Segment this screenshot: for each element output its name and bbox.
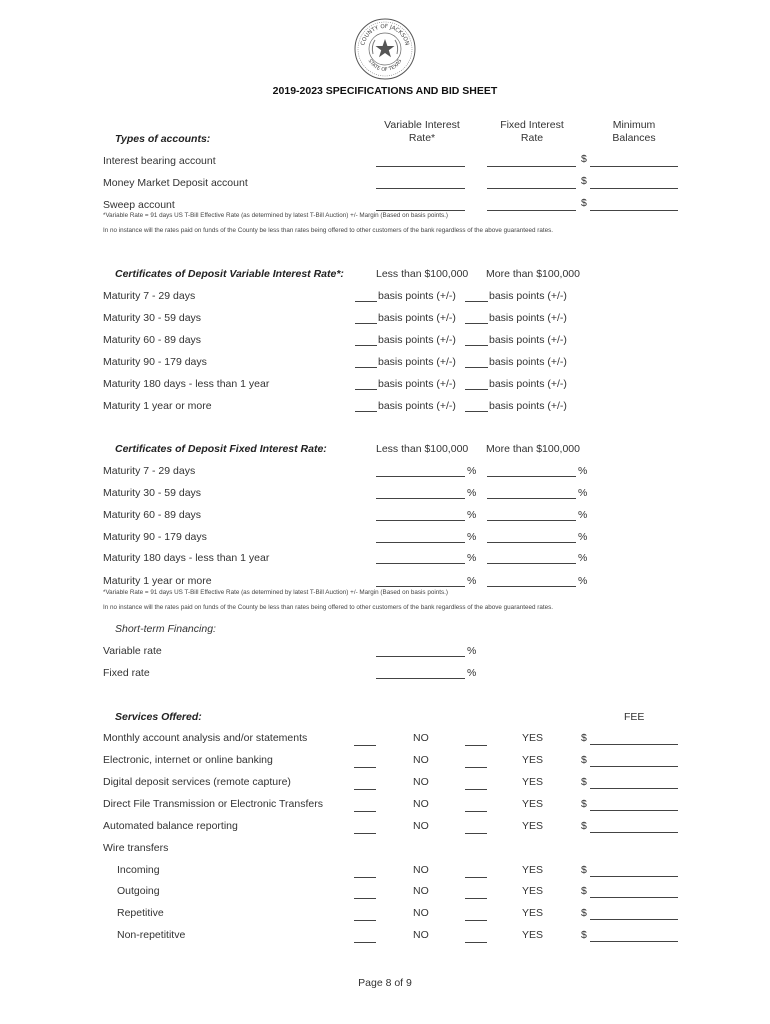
yes-label: YES xyxy=(522,820,544,832)
short-term-header: Short-term Financing: xyxy=(115,623,216,635)
yes-checkbox-line[interactable] xyxy=(465,767,487,768)
short-term-row-label: Variable rate xyxy=(103,645,162,657)
fixed-rate-less-field[interactable] xyxy=(376,498,465,499)
account-row-label: Sweep account xyxy=(103,199,175,211)
basis-points-label: basis points (+/-) xyxy=(378,334,456,346)
basis-points-label: basis points (+/-) xyxy=(378,378,456,390)
yes-checkbox-line[interactable] xyxy=(465,745,487,746)
minimum-balance-field[interactable] xyxy=(590,166,678,167)
accounts-header: Types of accounts: xyxy=(115,133,211,145)
cd-fixed-disclaimer-note: In no instance will the rates paid on funds of the County be less than rates being offered to other customers of the bank regardless of the above guaranteed rates. xyxy=(103,604,554,611)
col-variable-rate-header: Variable Interest Rate* xyxy=(384,119,460,144)
county-seal xyxy=(354,18,416,80)
fee-field[interactable] xyxy=(590,832,678,833)
basis-points-less-field[interactable] xyxy=(355,345,377,346)
dollar-sign: $ xyxy=(581,754,587,766)
percent-sign: % xyxy=(578,552,588,564)
no-checkbox-line[interactable] xyxy=(354,811,376,812)
service-row-label: Digital deposit services (remote capture) xyxy=(103,776,291,788)
percent-sign: % xyxy=(467,509,477,521)
yes-label: YES xyxy=(522,776,544,788)
basis-points-label: basis points (+/-) xyxy=(378,400,456,412)
basis-points-label: basis points (+/-) xyxy=(489,312,567,324)
basis-points-less-field[interactable] xyxy=(355,389,377,390)
cd-fixed-variable-rate-note: *Variable Rate = 91 days US T-Bill Effective Rate (as determined by latest T-Bill Auction) +/- Margin (Based on basis points.) xyxy=(103,589,448,596)
svg-text:STATE OF TEXAS xyxy=(367,58,404,73)
cd-fixed-header: Certificates of Deposit Fixed Interest Rate: xyxy=(115,443,327,455)
basis-points-label: basis points (+/-) xyxy=(489,334,567,346)
yes-checkbox-line[interactable] xyxy=(465,833,487,834)
seal-bottom-text: STATE OF TEXAS xyxy=(366,58,404,74)
cd-variable-row-label: Maturity 180 days - less than 1 year xyxy=(103,378,270,390)
account-row-label: Money Market Deposit account xyxy=(103,177,248,189)
dollar-sign: $ xyxy=(581,929,587,941)
services-header: Services Offered: xyxy=(115,711,202,723)
cd-fixed-row-label: Maturity 90 - 179 days xyxy=(103,531,207,543)
dollar-sign: $ xyxy=(581,776,587,788)
no-checkbox-line[interactable] xyxy=(354,767,376,768)
fee-field[interactable] xyxy=(590,766,678,767)
basis-points-more-field[interactable] xyxy=(465,345,488,346)
cd-fixed-row-label: Maturity 1 year or more xyxy=(103,575,212,587)
fee-field[interactable] xyxy=(590,941,678,942)
service-row-label: Automated balance reporting xyxy=(103,820,238,832)
percent-sign: % xyxy=(578,509,588,521)
fixed-rate-less-field[interactable] xyxy=(376,476,465,477)
cd-fixed-row-label: Maturity 60 - 89 days xyxy=(103,509,202,521)
page-title: 2019-2023 SPECIFICATIONS AND BID SHEET xyxy=(272,85,498,97)
yes-checkbox-line[interactable] xyxy=(465,898,487,899)
basis-points-label: basis points (+/-) xyxy=(489,356,567,368)
wire-transfers-label: Wire transfers xyxy=(103,842,169,854)
yes-checkbox-line[interactable] xyxy=(465,877,487,878)
yes-checkbox-line[interactable] xyxy=(465,789,487,790)
cd-variable-row-label: Maturity 30 - 59 days xyxy=(103,312,202,324)
basis-points-label: basis points (+/-) xyxy=(378,312,456,324)
fee-field[interactable] xyxy=(590,744,678,745)
service-row-label: Electronic, internet or online banking xyxy=(103,754,273,766)
cd-fixed-col-less: Less than $100,000 xyxy=(376,443,469,455)
service-row-label: Monthly account analysis and/or statements xyxy=(103,732,308,744)
fixed-rate-less-field[interactable] xyxy=(376,542,465,543)
yes-checkbox-line[interactable] xyxy=(465,811,487,812)
wire-transfer-row-label: Non-repetititve xyxy=(117,929,186,941)
yes-label: YES xyxy=(522,907,544,919)
yes-label: YES xyxy=(522,885,544,897)
dollar-sign: $ xyxy=(581,907,587,919)
col-fixed-rate-header: Fixed Interest Rate xyxy=(500,119,564,144)
wire-transfer-row-label: Outgoing xyxy=(117,885,160,897)
no-checkbox-line[interactable] xyxy=(354,833,376,834)
cd-variable-row-label: Maturity 7 - 29 days xyxy=(103,290,196,302)
cd-variable-row-label: Maturity 1 year or more xyxy=(103,400,212,412)
dollar-sign: $ xyxy=(581,798,587,810)
fee-field[interactable] xyxy=(590,876,678,877)
fixed-rate-field[interactable] xyxy=(487,166,576,167)
basis-points-less-field[interactable] xyxy=(355,367,377,368)
dollar-sign: $ xyxy=(581,153,587,165)
fixed-rate-less-field[interactable] xyxy=(376,563,465,564)
cd-fixed-col-more: More than $100,000 xyxy=(486,443,580,455)
seal-top-text: COUNTY OF JACKSON xyxy=(360,23,410,47)
percent-sign: % xyxy=(467,465,477,477)
fixed-rate-more-field[interactable] xyxy=(487,520,576,521)
fixed-rate-less-field[interactable] xyxy=(376,520,465,521)
fee-field[interactable] xyxy=(590,897,678,898)
basis-points-label: basis points (+/-) xyxy=(378,356,456,368)
cd-variable-row-label: Maturity 90 - 179 days xyxy=(103,356,207,368)
basis-points-label: basis points (+/-) xyxy=(489,378,567,390)
fee-field[interactable] xyxy=(590,919,678,920)
fixed-rate-less-field[interactable] xyxy=(376,586,465,587)
fixed-rate-field[interactable] xyxy=(487,210,576,211)
yes-label: YES xyxy=(522,732,544,744)
no-label: NO xyxy=(413,864,429,876)
percent-sign: % xyxy=(578,465,588,477)
yes-checkbox-line[interactable] xyxy=(465,942,487,943)
no-checkbox-line[interactable] xyxy=(354,898,376,899)
no-checkbox-line[interactable] xyxy=(354,789,376,790)
basis-points-more-field[interactable] xyxy=(465,389,488,390)
no-label: NO xyxy=(413,929,429,941)
col-minimum-balances-header: Minimum Balances xyxy=(612,119,656,144)
account-row-label: Interest bearing account xyxy=(103,155,216,167)
percent-sign: % xyxy=(467,645,477,657)
fee-header: FEE xyxy=(624,711,645,723)
wire-transfer-row-label: Repetitive xyxy=(117,907,164,919)
page-footer: Page 8 of 9 xyxy=(358,977,412,989)
basis-points-less-field[interactable] xyxy=(355,323,377,324)
wire-transfer-row-label: Incoming xyxy=(117,864,160,876)
short-term-rate-field[interactable] xyxy=(376,656,465,657)
fixed-rate-more-field[interactable] xyxy=(487,563,576,564)
no-label: NO xyxy=(413,885,429,897)
basis-points-more-field[interactable] xyxy=(465,323,488,324)
no-checkbox-line[interactable] xyxy=(354,745,376,746)
basis-points-less-field[interactable] xyxy=(355,411,377,412)
fixed-rate-field[interactable] xyxy=(487,188,576,189)
fixed-rate-more-field[interactable] xyxy=(487,498,576,499)
no-label: NO xyxy=(413,820,429,832)
cd-fixed-row-label: Maturity 180 days - less than 1 year xyxy=(103,552,270,564)
no-label: NO xyxy=(413,732,429,744)
basis-points-label: basis points (+/-) xyxy=(489,400,567,412)
percent-sign: % xyxy=(467,667,477,679)
variable-rate-field[interactable] xyxy=(376,166,465,167)
no-checkbox-line[interactable] xyxy=(354,942,376,943)
percent-sign: % xyxy=(467,531,477,543)
yes-checkbox-line[interactable] xyxy=(465,920,487,921)
percent-sign: % xyxy=(578,575,588,587)
cd-variable-header: Certificates of Deposit Variable Interest Rate*: xyxy=(115,268,344,280)
dollar-sign: $ xyxy=(581,885,587,897)
cd-fixed-row-label: Maturity 30 - 59 days xyxy=(103,487,202,499)
percent-sign: % xyxy=(578,531,588,543)
variable-rate-field[interactable] xyxy=(376,188,465,189)
percent-sign: % xyxy=(578,487,588,499)
service-row-label: Direct File Transmission or Electronic Transfers xyxy=(103,798,323,810)
cd-fixed-row-label: Maturity 7 - 29 days xyxy=(103,465,196,477)
no-checkbox-line[interactable] xyxy=(354,920,376,921)
dollar-sign: $ xyxy=(581,864,587,876)
percent-sign: % xyxy=(467,552,477,564)
short-term-rate-field[interactable] xyxy=(376,678,465,679)
no-label: NO xyxy=(413,754,429,766)
dollar-sign: $ xyxy=(581,732,587,744)
yes-label: YES xyxy=(522,864,544,876)
basis-points-more-field[interactable] xyxy=(465,301,488,302)
basis-points-less-field[interactable] xyxy=(355,301,377,302)
no-label: NO xyxy=(413,907,429,919)
dollar-sign: $ xyxy=(581,175,587,187)
fee-field[interactable] xyxy=(590,788,678,789)
fixed-rate-more-field[interactable] xyxy=(487,542,576,543)
variable-rate-field[interactable] xyxy=(376,210,465,211)
basis-points-label: basis points (+/-) xyxy=(489,290,567,302)
dollar-sign: $ xyxy=(581,197,587,209)
fee-field[interactable] xyxy=(590,810,678,811)
minimum-balance-field[interactable] xyxy=(590,210,678,211)
basis-points-more-field[interactable] xyxy=(465,411,488,412)
short-term-row-label: Fixed rate xyxy=(103,667,150,679)
yes-label: YES xyxy=(522,798,544,810)
fixed-rate-more-field[interactable] xyxy=(487,586,576,587)
no-label: NO xyxy=(413,798,429,810)
cd-variable-row-label: Maturity 60 - 89 days xyxy=(103,334,202,346)
dollar-sign: $ xyxy=(581,820,587,832)
no-checkbox-line[interactable] xyxy=(354,877,376,878)
rates-disclaimer-note: In no instance will the rates paid on funds of the County be less than rates being offered to other customers of the bank regardless of the above guaranteed rates. xyxy=(103,227,554,234)
yes-label: YES xyxy=(522,929,544,941)
minimum-balance-field[interactable] xyxy=(590,188,678,189)
basis-points-more-field[interactable] xyxy=(465,367,488,368)
variable-rate-note: *Variable Rate = 91 days US T-Bill Effective Rate (as determined by latest T-Bill Auction) +/- Margin (Based on basis points.) xyxy=(103,212,448,219)
cd-variable-col-more: More than $100,000 xyxy=(486,268,580,280)
no-label: NO xyxy=(413,776,429,788)
percent-sign: % xyxy=(467,575,477,587)
percent-sign: % xyxy=(467,487,477,499)
fixed-rate-more-field[interactable] xyxy=(487,476,576,477)
basis-points-label: basis points (+/-) xyxy=(378,290,456,302)
cd-variable-col-less: Less than $100,000 xyxy=(376,268,469,280)
yes-label: YES xyxy=(522,754,544,766)
